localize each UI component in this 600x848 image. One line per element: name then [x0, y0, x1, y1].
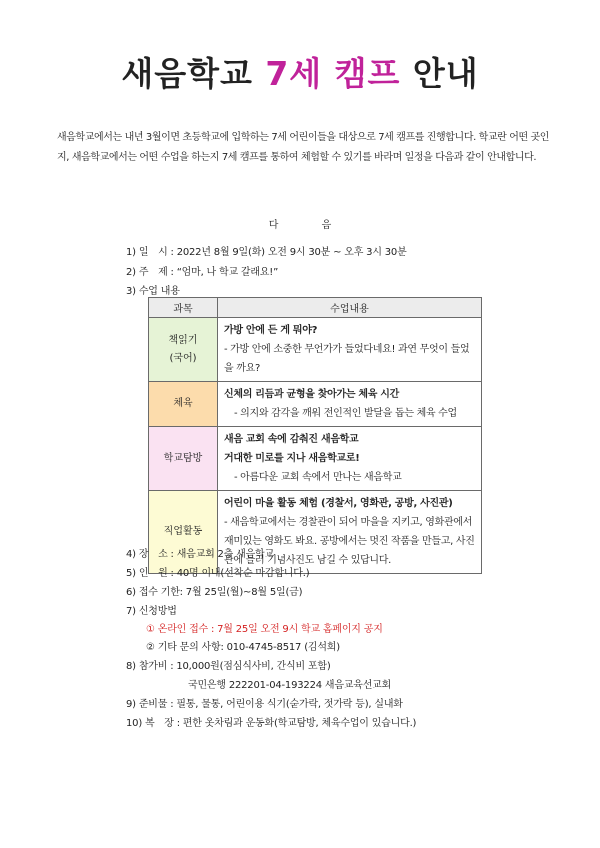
subject-tour — [149, 427, 218, 491]
item-deadline: 6) 접수 기한: 7월 25일(월)~8월 5일(금) — [126, 587, 303, 598]
item-apply-contact: ② 기타 문의 사항: 010-4745-8517 (김석희) — [146, 642, 340, 653]
item-class: 3) 수업 내용 — [126, 286, 180, 297]
table-row — [149, 427, 482, 491]
intro-paragraph: 새음학교에서는 내년 3월이면 초등학교에 입학하는 7세 어린이들을 대상으로 7세 캠프를 진행합니다. 학교란 어떤 곳인지, 새음학교에서는 어떤 수업을 하는지 7세 캠프를 통하여 체험할 수 있기를 바라며 일정을 다음과 같이 안내합니다. — [57, 132, 550, 163]
table-row — [149, 318, 482, 382]
subject-label: 직업활동 — [163, 526, 203, 537]
content-line: - 가방 안에 소중한 무언가가 들었다네요! 과연 무엇이 들었을 까요? — [224, 344, 470, 374]
subject-job — [149, 491, 218, 574]
daum-heading: 다 음 — [268, 220, 332, 231]
table-row — [149, 491, 482, 574]
item-apply: 7) 신청방법 — [126, 606, 177, 617]
subject-label: 체육 — [173, 398, 193, 409]
subject-reading — [149, 318, 218, 382]
subject-pe — [149, 382, 218, 427]
content-line: - 의지와 감각을 깨워 전인적인 발달을 돕는 체육 수업 — [234, 408, 457, 419]
content-pe — [218, 382, 482, 427]
header-content: 수업내용 — [218, 298, 482, 318]
title-tail: 안내 — [412, 54, 479, 93]
title-main: 새음학교 — [121, 54, 253, 93]
subject-label: 책읽기 (국어) — [168, 334, 198, 364]
item-apply-online: ① 온라인 접수 : 7월 25일 오전 9시 학교 홈페이지 공지 — [146, 624, 383, 635]
item-prep: 9) 준비물 : 필통, 물통, 어린이용 식기(숟가락, 젓가락 등), 실내화 — [126, 699, 403, 710]
item-place: 4) 장 소 : 새음교회 2층 새음학교 — [126, 549, 274, 560]
content-line: - 새음학교에서는 경찰관이 되어 마을을 지키고, 영화관에서 재미있는 영화도 봐요. 공방에서는 멋진 작품을 만들고, 사진관에 들러 기념사진도 남길 수 있답니다. — [224, 517, 475, 566]
content-line: - 아름다운 교회 속에서 만나는 새음학교 — [234, 472, 402, 483]
content-title: 어린이 마을 활동 체험 (경찰서, 영화관, 공방, 사진관) — [224, 498, 453, 509]
item-people: 5) 인 원 : 40명 이내(선착순 마감합니다.) — [126, 568, 310, 579]
content-title: 새음 교회 속에 감춰진 새음학교 — [224, 434, 359, 445]
header-subject: 과목 — [149, 298, 218, 318]
title-accent: 7세 캠프 — [265, 54, 401, 93]
content-title: 신체의 리듬과 균형을 찾아가는 체육 시간 — [224, 389, 400, 400]
item-date: 1) 일 시 : 2022년 8월 9일(화) 오전 9시 30분 ~ 오후 3시 30분 — [126, 247, 407, 258]
page-title — [0, 52, 600, 96]
content-job — [218, 491, 482, 574]
content-title-2: 거대한 미로를 지나 새음학교로! — [224, 453, 360, 464]
content-tour — [218, 427, 482, 491]
item-dress: 10) 복 장 : 편한 옷차림과 운동화(학교탐방, 체육수업이 있습니다.) — [126, 718, 417, 729]
item-fee: 8) 참가비 : 10,000원(점심식사비, 간식비 포함) — [126, 661, 331, 672]
item-bank: 국민은행 222201-04-193224 새음교육선교회 — [188, 680, 392, 691]
subject-label: 학교탐방 — [163, 452, 203, 464]
content-title: 가방 안에 든 게 뭐야? — [224, 325, 318, 336]
item-theme: 2) 주 제 : “엄마, 나 학교 갈래요!” — [126, 267, 279, 278]
table-header-row — [149, 298, 482, 318]
schedule-table — [148, 297, 482, 574]
content-reading — [218, 318, 482, 382]
table-row — [149, 382, 482, 427]
